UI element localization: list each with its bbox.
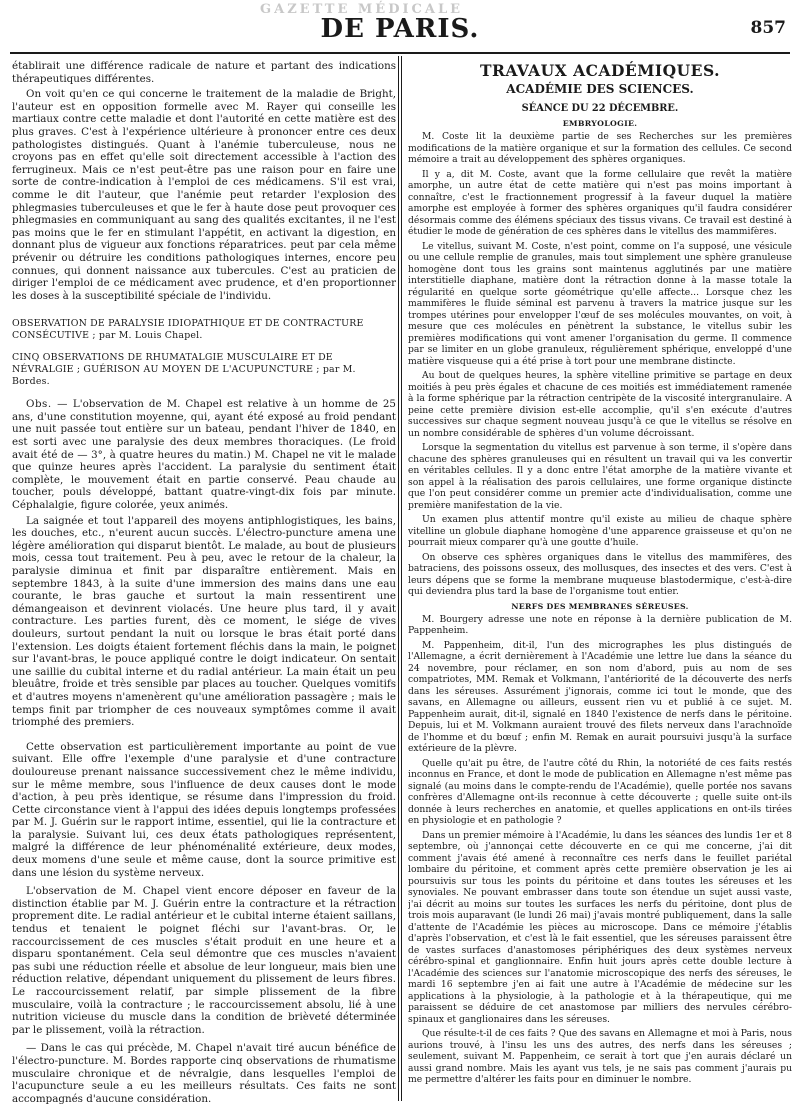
- right-column: [408, 60, 792, 1110]
- paragraph: L'observation de M. Chapel vient encore déposer en faveur de la distinction établie par M. J. Guérin entre la contracture et la rétraction proprement dite. Le radial antérieur et le cubital interne étaient saillans, tendus et tenaient le poignet fléchi sur l'avant-bras. Or, le raccourcissement de ces muscles s'était produit en une heure et a disparu spontanément. Cela seul démontre que ces muscles n'avaient pas subi une réduction réelle et absolue de leur longueur, mais bien une réduction relative, dépendant uniquement du plissement de leurs fibres. Le raccourcissement relatif, par simple plissement de la fibre musculaire, voilà la contracture ; le raccourcissement absolu, lié à une nutrition vicieuse du muscle dans la condition de brièveté déterminée par le plissement, voilà la rétraction.: [12, 885, 396, 1036]
- left-column: [12, 60, 396, 1110]
- rubric-nerves: NERFS DES MEMBRANES SÉREUSES.: [511, 601, 689, 611]
- paragraph: M. Coste lit la deuxième partie de ses Recherches sur les premières modifications de la matière organique et sur la formation des cellules. Ce second mémoire a trait au développement des sphères organiques.: [408, 131, 792, 165]
- column-divider: [398, 56, 399, 1101]
- running-title: DE PARIS.: [320, 14, 480, 44]
- academy-name: ACADÉMIE DES SCIENCES.: [506, 82, 694, 96]
- obs-label: Obs. —: [26, 398, 68, 411]
- section-heading-bordes: CINQ OBSERVATIONS DE RHUMATALGIE MUSCULAIRE ET DE NÉVRALGIE ; GUÉRISON AU MOYEN DE L'ACUPUNCTURE ; par M. Bordes.: [12, 352, 356, 388]
- paragraph: Le vitellus, suivant M. Coste, n'est point, comme on l'a supposé, une vésicule ou une cellule remplie de granules, mais tout simplement une sphère granuleuse homogène dont tous les grains sont maintenus agglutinés par une matière interstitielle diaphane, matière dont la rétraction donne à la masse totale la régularité en quelque sorte géométrique qu'elle affecte... Lorsque chez les mammifères le fluide séminal est parvenu à travers la matrice jusque sur les trompes utérines pour envelopper l'œuf de ses molécules mouvantes, on voit, à mesure que ces molécules en pénètrent la substance, le vitellus subir les premières modifications qui vont amener l'organisation du germe. Il commence par se limiter en un globe granuleux, régulièrement sphérique, enveloppé d'une matière visqueuse qui a été prise à tort pour une membrane distincte.: [408, 240, 792, 367]
- obs-text: L'observation de M. Chapel est relative à un homme de 25 ans, d'une constitution moyenne, qui, ayant été exposé au froid pendant une nuit passée tout entière sur un bateau, pendant l'hiver de 1840, en est sorti avec une paralysie des deux membres thoraciques. (Le froid avait été de — 3°, à quatre heures du matin.) M. Chapel ne vit le malade que quinze heures après l'accident. La paralysie du sentiment était complète, le mouvement était en partie conservé. Peau chaude au toucher, pouls développé, battant quatre-vingt-dix fois par minute. Céphalalgie, figure colorée, yeux animés.: [12, 398, 396, 512]
- paragraph: Quelle qu'ait pu être, de l'autre côté du Rhin, la notoriété de ces faits restés inconnus en France, et dont le mode de publication en Allemagne n'est même pas signalé (au moins dans le compte-rendu de l'Académie), quelle portée nos savans confrères d'Allemagne ont-ils reconnue à cette découverte ; quelle suite ont-ils donnée à leurs recherches en anatomie, et quelles applications en ont-ils tirées en physiologie et en pathologie ?: [408, 757, 792, 826]
- paragraph: Au bout de quelques heures, la sphère vitelline primitive se partage en deux moitiés à peu près égales et chacune de ces moitiés est immédiatement ramenée à la forme sphérique par la rétraction centripète de la viscosité intergranulaire. A peine cette première division est-elle accomplie, qu'il s'en exécute d'autres successives sur chaque segment nouveau jusqu'à ce que le vitellus se résolve en un nombre considérable de sphères d'un volume décroissant.: [408, 370, 792, 439]
- bleed-through-masthead: GAZETTE MÉDICALE: [260, 2, 464, 17]
- paragraph: [12, 398, 396, 511]
- paragraph: Il y a, dit M. Coste, avant que la forme cellulaire que revêt la matière amorphe, un autre état de cette matière qui n'est pas moins important à connaître, c'est le fractionnement progressif à la faveur duquel la matière amorphe est employée à former des sphères organiques qu'il faudra considérer désormais comme des élémens spéciaux des tissus vivans. Ce travail est destiné à étudier le mode de génération de ces sphères dans le vitellus des mammifères.: [408, 168, 792, 237]
- paragraph: établirait une différence radicale de nature et partant des indications thérapeutiques différentes.: [12, 60, 396, 85]
- paragraph: M. Pappenheim, dit-il, l'un des micrographes les plus distingués de l'Allemagne, a écrit dernièrement à l'Académie une lettre lue dans la séance du 24 novembre, pour réclamer, en son nom d'abord, puis au nom de ses compatriotes, MM. Remak et Volkmann, l'antériorité de la découverte des nerfs dans les séreuses. Assurément j'ignorais, comme ici tout le monde, que des savans, en Allemagne ou ailleurs, eussent rien vu et publié à ce sujet. M. Pappenheim aurait, dit-il, signalé en 1840 l'existence de nerfs dans le péritoine. Depuis, lui et M. Volkmann auraient trouvé des filets nerveux dans l'arachnoïde de l'homme et du bœuf ; enfin M. Remak en aurait poursuivi jusqu'à la surface extérieure de la plèvre.: [408, 639, 792, 754]
- paragraph: Un examen plus attentif montre qu'il existe au milieu de chaque sphère vitelline un globule diaphane homogène d'une apparence graisseuse et qu'on ne pourrait mieux comparer qu'à une goutte d'huile.: [408, 514, 792, 548]
- header-rule: [10, 52, 790, 54]
- paragraph: M. Bourgery adresse une note en réponse à la dernière publication de M. Pappenheim.: [408, 613, 792, 636]
- rubric-embryology: EMBRYOLOGIE.: [562, 119, 638, 128]
- session-date: SÉANCE DU 22 DÉCEMBRE.: [521, 103, 679, 114]
- paragraph: On voit qu'en ce qui concerne le traitement de la maladie de Bright, l'auteur est en opposition formelle avec M. Rayer qui conseille les martiaux contre cette maladie et dont l'autorité en cette matière est des plus graves. C'est à l'expérience ultérieure à prononcer entre ces deux pathologistes distingués. Quant à l'anémie tuberculeuse, nous ne croyons pas en effet qu'elle soit directement accessible à l'action des ferrugineux. Mais ce n'est peut-être pas une raison pour en faire une sorte de contre-indication à l'emploi de ces médicamens. S'il est vrai, comme le dit l'auteur, que l'anémie peut retarder l'explosion des phlegmasies tuberculeuses et que le fer à haute dose peut provoquer ces phlegmasies en communiquant au sang des qualités excitantes, il ne l'est pas moins que le fer en stimulant l'appétit, en activant la digestion, en donnant plus de vigueur aux fonctions réparatrices. peut par cela même prévenir ou détruire les conditions pathologiques internes, encore peu connues, qui donnent naissance aux tubercules. C'est au praticien de diriger l'emploi de ce médicament avec prudence, et d'en proportionner les doses à la susceptibilité spéciale de l'individu.: [12, 88, 396, 302]
- paragraph: La saignée et tout l'appareil des moyens antiphlogistiques, les bains, les douches, etc., n'eurent aucun succès. L'électro-puncture amena une légère amélioration qui disparut bientôt. Le malade, au bout de plusieurs mois, cessa tout traitement. Peu à peu, avec le retour de la chaleur, la paralysie diminua et finit par disparaître entièrement. Mais en septembre 1843, à la suite d'une immersion des mains dans une eau courante, le bras gauche et surtout la main ressentirent une démangeaison et devinrent violacés. Une heure plus tard, il y avait contracture. Les parties furent, dès ce moment, le siége de vives douleurs, surtout pendant la nuit ou lorsque le bras était porté dans l'extension. Les doigts étaient fortement fléchis dans la main, le poignet sur l'avant-bras, le pouce appliqué contre le doigt indicateur. On sentait une saillie du cubital interne et du radial antérieur. La main était un peu bleuâtre, froide et très sensible par places au toucher. Quelques vomitifs et d'autres moyens n'amenèrent qu'une amélioration passagère ; mais le temps finit par triompher de ces nouveaux symptômes comme il avait triomphé des premiers.: [12, 514, 396, 729]
- column-divider-inner: [401, 56, 402, 1101]
- section-heading-chapel: OBSERVATION DE PARALYSIE IDIOPATHIQUE ET DE CONTRACTURE CONSÉCUTIVE ; par M. Louis Chapel.: [12, 318, 364, 342]
- paragraph: On observe ces sphères organiques dans le vitellus des mammifères, des batraciens, des poissons osseux, des mollusques, des insectes et des vers. C'est à leurs dépens que se forme la membrane muqueuse blastodermique, c'est-à-dire qui deviendra plus tard la base de l'organisme tout entier.: [408, 551, 792, 597]
- section-title: TRAVAUX ACADÉMIQUES.: [479, 61, 721, 80]
- page-number: 857: [750, 18, 786, 38]
- paragraph: Lorsque la segmentation du vitellus est parvenue à son terme, il s'opère dans chacune des sphères granuleuses qui en résultent un travail qui va les convertir en véritables cellules. Il y a donc entre l'état amorphe de la matière vivante et son appel à la réalisation des parois cellulaires, une forme organique distincte que l'on peut considérer comme un premier acte d'individualisation, comme une première manifestation de la vie.: [408, 442, 792, 511]
- paragraph: — Dans le cas qui précède, M. Chapel n'avait tiré aucun bénéfice de l'électro-puncture. M. Bordes rapporte cinq observations de rhumatisme musculaire chronique et de névralgie, dans lesquelles l'emploi de l'acupuncture seule a eu les meilleurs résultats. Ces faits ne sont accompagnés d'aucune considération.: [12, 1042, 396, 1105]
- paragraph: Cette observation est particulièrement importante au point de vue suivant. Elle offre l'exemple d'une paralysie et d'une contracture douloureuse prenant naissance successivement chez le même individu, sur le même membre, sous l'influence de deux causes dont le mode d'action, à peu près identique, se résume dans l'impression du froid. Cette circonstance vient à l'appui des idées depuis longtemps professées par M. J. Guérin sur le rapport intime, essentiel, qui lie la contracture et la paralysie. Suivant lui, ces deux états pathologiques représentent, malgré la différence de leur phénoménalité extérieure, deux modes, deux momens d'une seule et même cause, dont la source primitive est dans une lésion du système nerveux.: [12, 740, 396, 879]
- paragraph: Que résulte-t-il de ces faits ? Que des savans en Allemagne et moi à Paris, nous aurions trouvé, à l'insu les uns des autres, des nerfs dans les séreuses ; seulement, suivant M. Pappenheim, ce serait à tort que j'en aurais déclaré un aussi grand nombre. Mais les ayant vus tels, je ne sais pas comment j'aurais pu me permettre d'altérer les faits pour en diminuer le nombre.: [408, 1028, 792, 1085]
- page-header: [0, 0, 800, 56]
- paragraph: Dans un premier mémoire à l'Académie, lu dans les séances des lundis 1er et 8 septembre, où j'annonçai cette découverte en ce qui me concerne, j'ai dit comment j'avais été amené à reconnaître ces nerfs dans le feuillet pariétal lombaire du péritoine, et comment après cette première observation je les ai poursuivis sur tous les points du péritoine et dans toutes les séreuses et les synoviales. Ne pouvant embrasser dans toute son étendue un sujet aussi vaste, j'ai décrit au moins sur toutes les surfaces les nerfs du péritoine, dont plus de trois mois auparavant (le lundi 26 mai) j'avais montré publiquement, dans la salle d'attente de l'Académie les pièces au microscope. Dans ce mémoire j'établis d'après l'observation, et c'est là le fait essentiel, que les séreuses paraissent être de vastes surfaces d'anastomoses périphériques des deux systèmes nerveux cérébro-spinal et ganglionnaire. Enfin huit jours après cette double lecture à l'Académie des sciences sur l'anatomie microscopique des nerfs des séreuses, le mardi 16 septembre j'en ai fait une autre à l'Académie de médecine sur les applications à la physiologie, à la pathologie et à la thérapeutique, qui me paraissent se déduire de cet anastomose par milliers des nervules cérébro-spinaux et ganglionaires dans les séreuses.: [408, 829, 792, 1025]
